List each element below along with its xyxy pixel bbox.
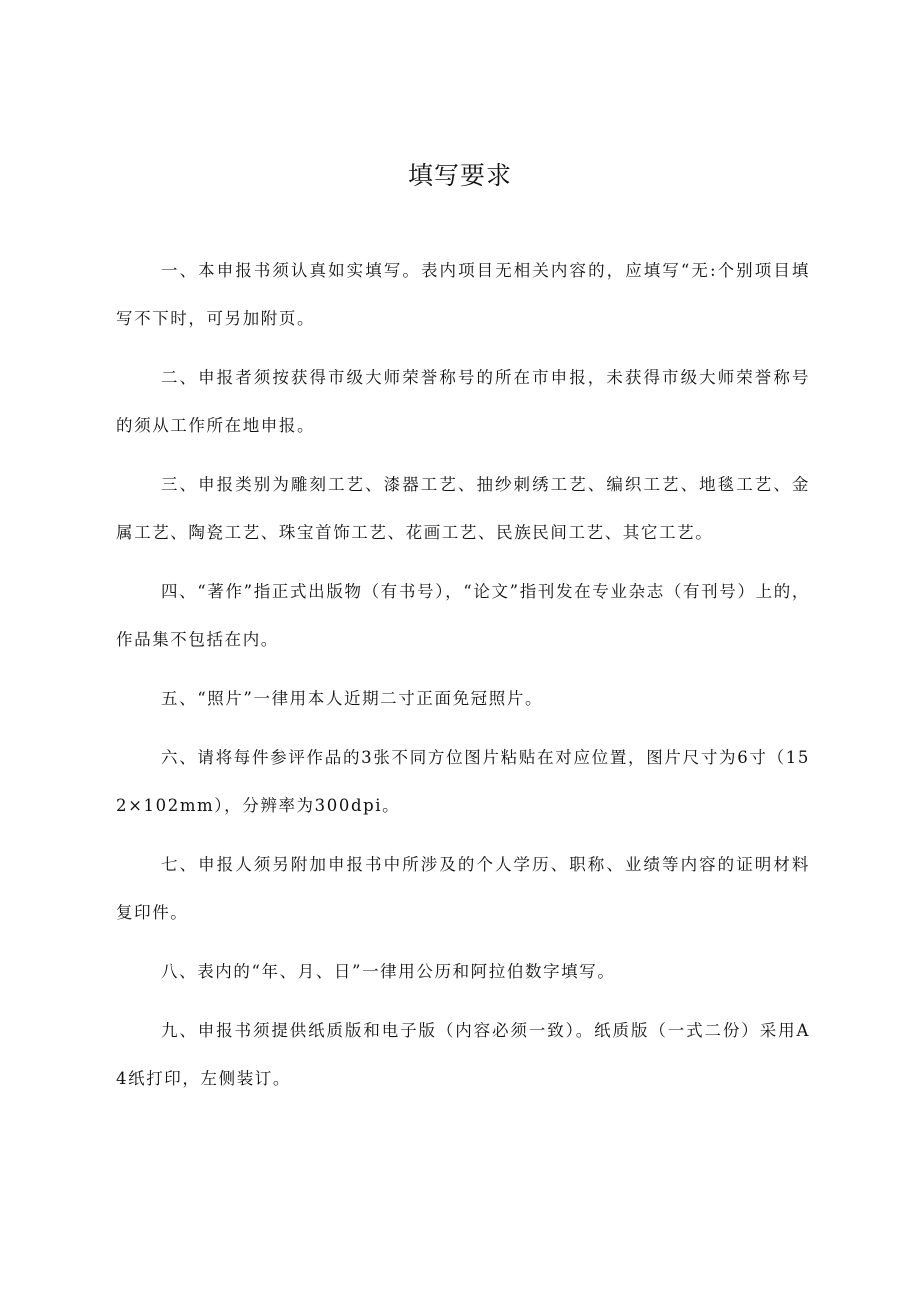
requirement-item-8: 八、表内的“年、月、日”一律用公历和阿拉伯数字填写。 (161, 962, 616, 981)
page-title: 填写要求 (407, 161, 512, 190)
requirement-item-1: 一、本申报书须认真如实填写。表内项目无相关内容的，应填写“无:个别项目填写不下时，可另加附页。 (116, 261, 810, 328)
requirement-item-4: 四、“著作”指正式出版物（有书号），“论文”指刊发在专业杂志（有刊号）上的，作品集不包括在内。 (116, 582, 810, 649)
requirement-item-9: 九、申报书须提供纸质版和电子版（内容必须一致）。纸质版（一式二份）采用A4纸打印，左侧装订。 (116, 1021, 810, 1088)
requirement-item-7: 七、申报人须另附加申报书中所涉及的个人学历、职称、业绩等内容的证明材料复印件。 (116, 855, 810, 922)
requirement-item-6: 六、请将每件参评作品的3张不同方位图片粘贴在对应位置，图片尺寸为6寸（152×102mm），分辨率为300dpi。 (116, 748, 810, 815)
requirement-item-3: 三、申报类别为雕刻工艺、漆器工艺、抽纱刺绣工艺、编织工艺、地毯工艺、金属工艺、陶瓷工艺、珠宝首饰工艺、花画工艺、民族民间工艺、其它工艺。 (116, 475, 810, 542)
requirements-list (116, 247, 810, 1114)
requirement-item-5: 五、“照片”一律用本人近期二寸正面免冠照片。 (161, 689, 544, 708)
requirement-item-2: 二、申报者须按获得市级大师荣誉称号的所在市申报，未获得市级大师荣誉称号的须从工作所在地申报。 (116, 368, 810, 435)
